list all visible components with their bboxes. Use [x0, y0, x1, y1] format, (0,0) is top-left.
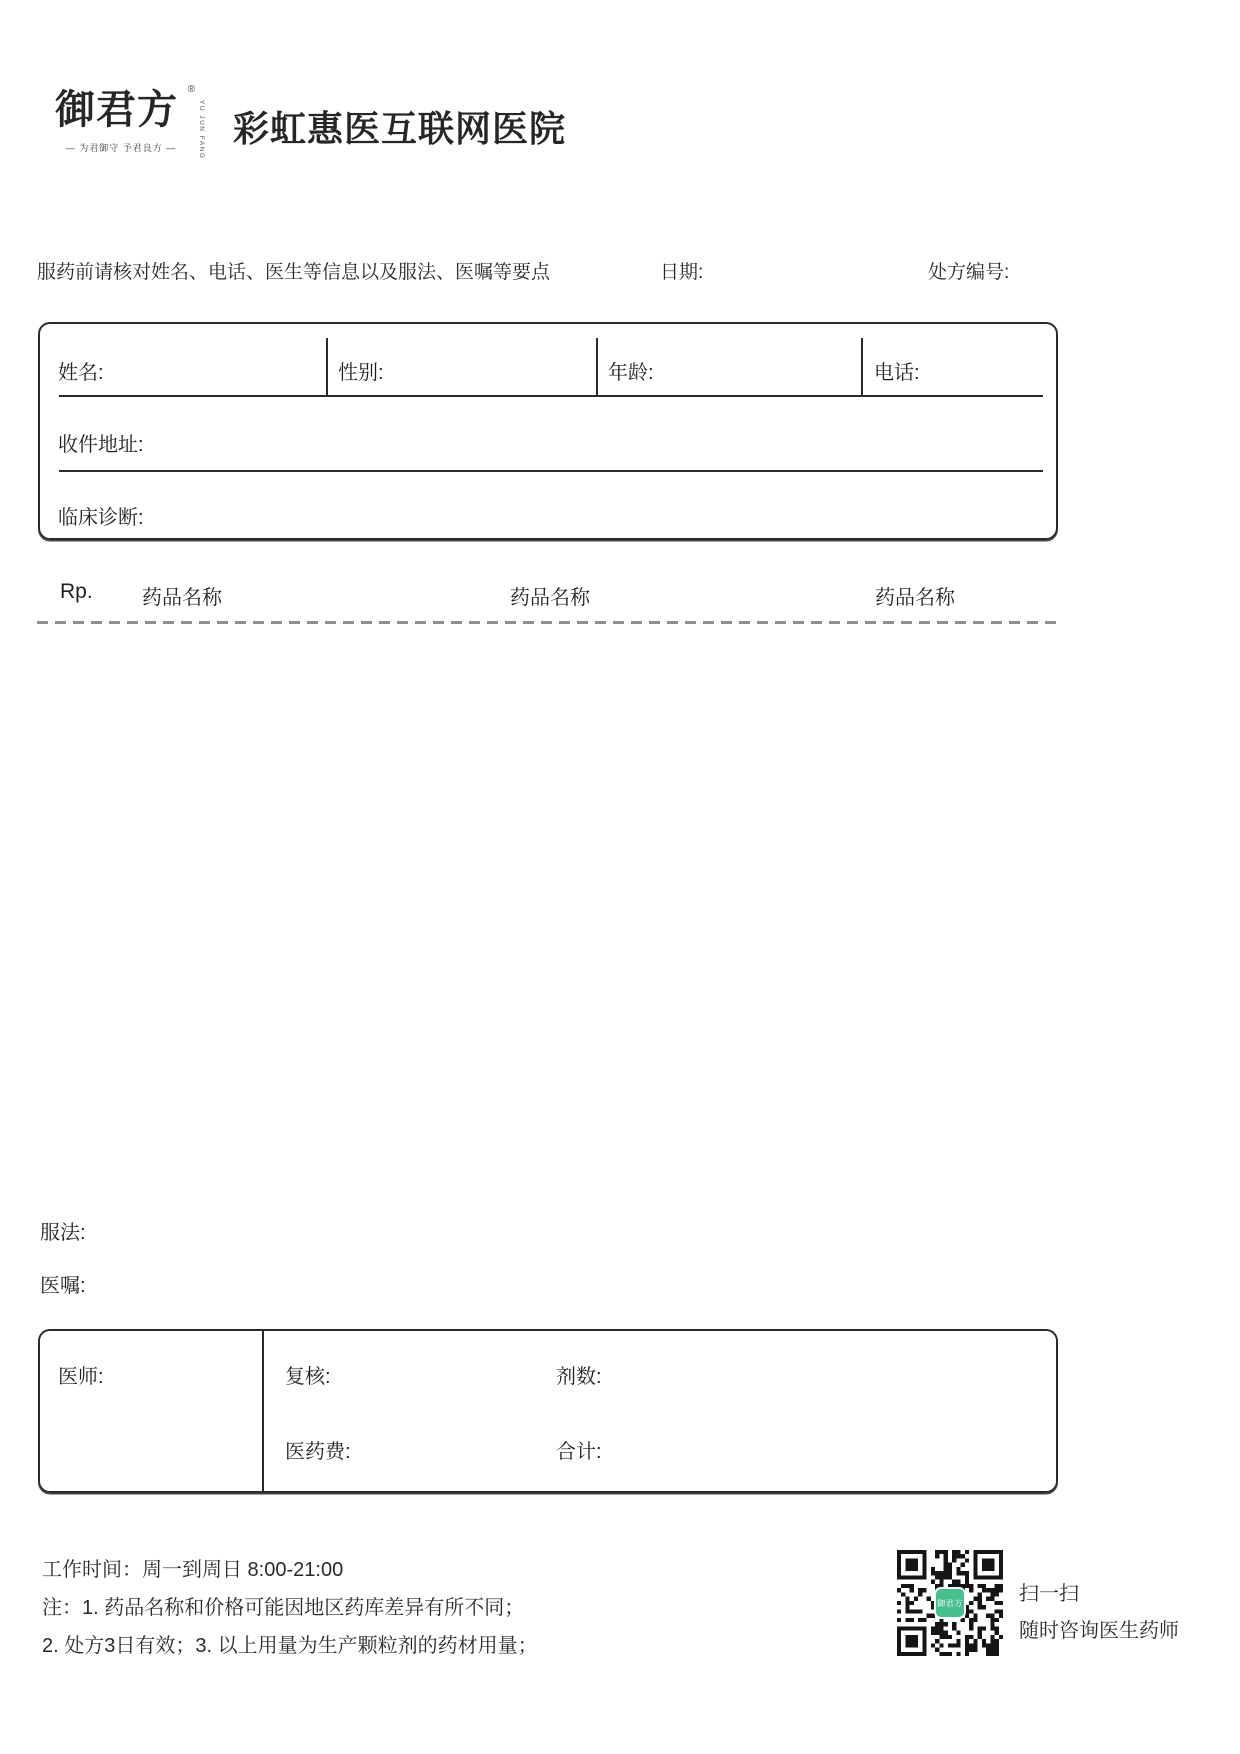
doctor-advice-label: 医嘱:: [40, 1275, 86, 1297]
brand-tagline: — 为君御守 予君良方 —: [65, 143, 177, 153]
drug-name-column-header: 药品名称: [875, 587, 955, 609]
summary-box: [38, 1329, 1058, 1493]
footer-note-line2: 2. 处方3日有效；3. 以上用量为生产颗粒剂的药材用量；: [42, 1635, 538, 1657]
medicine-fee-field-label: 医药费:: [285, 1441, 351, 1463]
brand-logo-pinyin: YU JUN FANG: [198, 100, 205, 160]
total-field-label: 合计:: [556, 1441, 602, 1463]
brand-logo: [55, 84, 205, 160]
dashed-separator: [37, 621, 1058, 624]
qr-center-logo: [934, 1587, 966, 1619]
brand-logo-text: 御君方: [55, 86, 178, 133]
column-divider: [262, 1331, 264, 1491]
working-hours: 工作时间：周一到周日 8:00-21:00: [42, 1559, 344, 1581]
name-field-label: 姓名:: [58, 362, 104, 384]
qr-code: [897, 1550, 1003, 1656]
column-divider: [596, 338, 598, 396]
scan-caption: 扫一扫: [1019, 1583, 1079, 1605]
column-divider: [326, 338, 328, 396]
prescription-number-label: 处方编号:: [928, 262, 1010, 283]
verify-notice: 服药前请核对姓名、电话、医生等信息以及服法、医嘱等要点: [37, 262, 551, 283]
drug-name-column-header: 药品名称: [510, 587, 590, 609]
row-divider: [59, 395, 1043, 397]
column-divider: [861, 338, 863, 396]
hospital-name: 彩虹惠医互联网医院: [233, 108, 567, 149]
physician-field-label: 医师:: [58, 1366, 104, 1388]
review-field-label: 复核:: [285, 1366, 331, 1388]
doses-field-label: 剂数:: [556, 1366, 602, 1388]
patient-info-box: [38, 322, 1058, 540]
clinical-diagnosis-label: 临床诊断:: [58, 507, 144, 529]
age-field-label: 年龄:: [608, 362, 654, 384]
registered-trademark-icon: ®: [187, 84, 195, 95]
qr-center-logo-text: 御君方: [937, 1598, 963, 1608]
footer-note-line1: 注：1. 药品名称和价格可能因地区药库差异有所不同；: [42, 1597, 525, 1619]
shipping-address-label: 收件地址:: [58, 434, 144, 456]
date-label: 日期:: [660, 262, 704, 283]
row-divider: [59, 470, 1043, 472]
gender-field-label: 性别:: [338, 362, 384, 384]
rp-label: Rp.: [60, 580, 93, 603]
phone-field-label: 电话:: [874, 362, 920, 384]
usage-method-label: 服法:: [40, 1222, 86, 1244]
drug-name-column-header: 药品名称: [142, 587, 222, 609]
scan-subcaption: 随时咨询医生药师: [1019, 1620, 1179, 1642]
